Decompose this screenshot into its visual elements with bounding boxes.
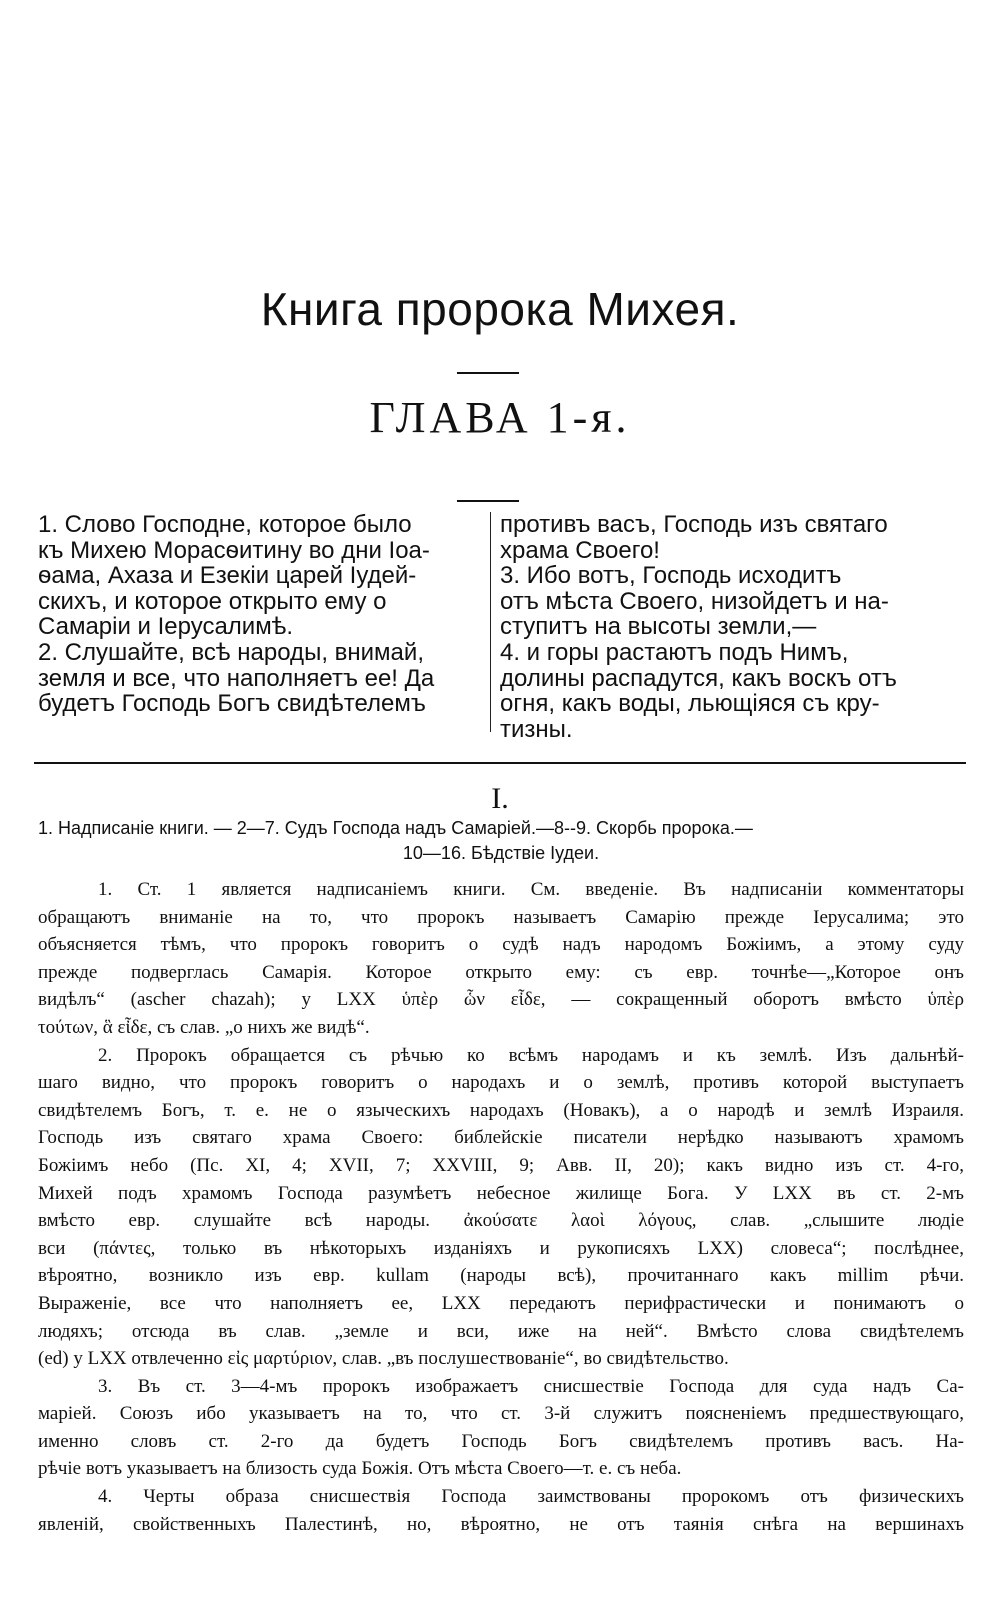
commentary-line: видѣлъ“ (ascher chazah); у LXX ὑπὲρ ὧν εἶδε, — сокращенный оборотъ вмѣсто ὑπὲρ xyxy=(38,989,964,1011)
scripture-text xyxy=(38,512,964,752)
commentary-line: вѣроятно, возникло изъ евр. kullam (народы всѣ), прочитаннаго какъ millim рѣчи. xyxy=(38,1265,964,1287)
commentary-line: рѣчіе вотъ указываетъ на близость суда Божія. Отъ мѣста Своего—т. е. съ неба. xyxy=(38,1458,682,1480)
commentary-line: 4. Черты образа снисшествія Господа заимствованы пророкомъ отъ физическихъ xyxy=(98,1486,964,1508)
section-summary xyxy=(38,816,964,866)
chapter-divider xyxy=(457,500,519,502)
commentary-line: (ed) у LXX отвлеченно εἰς μαρτύριον, слав. „въ послушествованіе“, во свидѣтельство. xyxy=(38,1348,729,1370)
commentary-line: шаго видно, что пророкъ говоритъ о народахъ и о землѣ, противъ которой выступаетъ xyxy=(38,1072,964,1094)
commentary-line: 2. Пророкъ обращается съ рѣчью ко всѣмъ народамъ и къ землѣ. Изъ дальнѣй- xyxy=(98,1044,964,1066)
chapter-heading: ГЛАВА 1-я. xyxy=(369,393,631,442)
scripture-line: Самаріи и Іерусалимѣ. xyxy=(38,614,294,640)
commentary-line: τούτων, ἃ εἶδε, съ слав. „о нихъ же видѣ“. xyxy=(38,1016,370,1038)
scripture-line: тизны. xyxy=(500,716,573,743)
commentary-line: вмѣсто евр. слушайте всѣ народы. ἀκούσατε λαοὶ λόγους, слав. „слышите людіе xyxy=(38,1210,964,1232)
scripture-line: скихъ, и которое открыто ему о xyxy=(38,588,387,615)
commentary-line: Божіимъ небо (Пс. XI, 4; XVII, 7; XXVIII, 9; Авв. II, 20); какъ видно изъ ст. 4-го, xyxy=(38,1154,964,1176)
summary-line: 1. Надписаніе книги. — 2—7. Судъ Господа надъ Самаріей.—8--9. Скорбь пророка.— xyxy=(38,818,753,838)
scripture-line: огня, какъ воды, льющіяся съ кру- xyxy=(500,691,880,717)
scripture-line: противъ васъ, Господь изъ святаго xyxy=(500,512,888,538)
commentary-line: обращаютъ вниманіе на то, что пророкъ называетъ Самарію прежде Іерусалима; это xyxy=(38,906,964,928)
scripture-line: 2. Слушайте, всѣ народы, внимай, xyxy=(38,639,424,666)
commentary-line: объясняется тѣмъ, что пророкъ говоритъ о судѣ надъ народомъ Божіимъ, а этому суду xyxy=(38,934,964,956)
scripture-line: земля и все, что наполняетъ ее! Да xyxy=(38,665,435,692)
commentary-line: вси (πάντες, только въ нѣкоторыхъ изданіяхъ и рукописяхъ LXX) словеса“; послѣднее, xyxy=(38,1237,964,1259)
commentary-line: Выраженіе, все что наполняетъ ее, LXX передаютъ перифрастически и понимаютъ о xyxy=(38,1292,964,1314)
scripture-line: ѳама, Ахаза и Езекіи царей Іудей- xyxy=(38,563,417,589)
commentary-line: Михей подъ храмомъ Господа разумѣетъ небесное жилище Бога. У LXX въ ст. 2-мъ xyxy=(38,1182,964,1204)
commentary-line: 1. Ст. 1 является надписаніемъ книги. См. введеніе. Въ надписаніи комментаторы xyxy=(98,879,964,900)
section-divider xyxy=(34,762,966,764)
scripture-line: 1. Слово Господне, которое было xyxy=(38,512,412,538)
scripture-line: будетъ Господь Богъ свидѣтелемъ xyxy=(38,691,426,717)
commentary xyxy=(38,876,964,1538)
commentary-line: явленій, свойственныхъ Палестинѣ, но, вѣроятно, не отъ таянія снѣга на вершинахъ xyxy=(38,1513,964,1535)
commentary-line: 3. Въ ст. 3—4-мъ пророкъ изображаетъ снисшествіе Господа для суда надъ Са- xyxy=(98,1375,964,1397)
scripture-left-column xyxy=(38,512,488,717)
commentary-line: Господь изъ святаго храма Своего: библейскіе писатели нерѣдко называютъ храмомъ xyxy=(38,1127,964,1149)
commentary-line: свидѣтелемъ Богъ, т. е. не о языческихъ народахъ (Новакъ), а о народѣ и землѣ Израиля. xyxy=(38,1099,964,1121)
scripture-right-column xyxy=(500,512,962,742)
commentary-line: людяхъ; отсюда въ слав. „земле и вси, иже на ней“. Вмѣсто слова свидѣтелемъ xyxy=(38,1320,964,1342)
title-divider xyxy=(457,372,519,374)
column-divider xyxy=(490,512,491,732)
scripture-line: къ Михею Морасѳитину во дни Іоа- xyxy=(38,537,430,564)
summary-line: 10—16. Бѣдствіе Іудеи. xyxy=(402,843,600,863)
book-title: Книга пророка Михея. xyxy=(260,283,740,335)
section-numeral: I. xyxy=(491,782,509,815)
scripture-line: долины распадутся, какъ воскъ отъ xyxy=(500,665,897,692)
scripture-line: 4. и горы растаютъ подъ Нимъ, xyxy=(500,639,849,666)
commentary-line: маріей. Союзъ ибо указываетъ на то, что ст. 3-й служитъ поясненіемъ предшествующаго, xyxy=(38,1403,964,1425)
scripture-line: отъ мѣста Своего, низойдетъ и на- xyxy=(500,588,889,615)
commentary-line: прежде подверглась Самарія. Которое открыто ему: съ евр. точнѣе—„Которое онъ xyxy=(38,961,964,983)
scripture-line: 3. Ибо вотъ, Господь исходитъ xyxy=(500,563,842,589)
scripture-line: храма Своего! xyxy=(500,537,660,564)
commentary-line: именно словъ ст. 2-го да будетъ Господь Богъ свидѣтелемъ противъ васъ. На- xyxy=(38,1430,964,1452)
scripture-line: ступитъ на высоты земли,— xyxy=(500,614,817,640)
